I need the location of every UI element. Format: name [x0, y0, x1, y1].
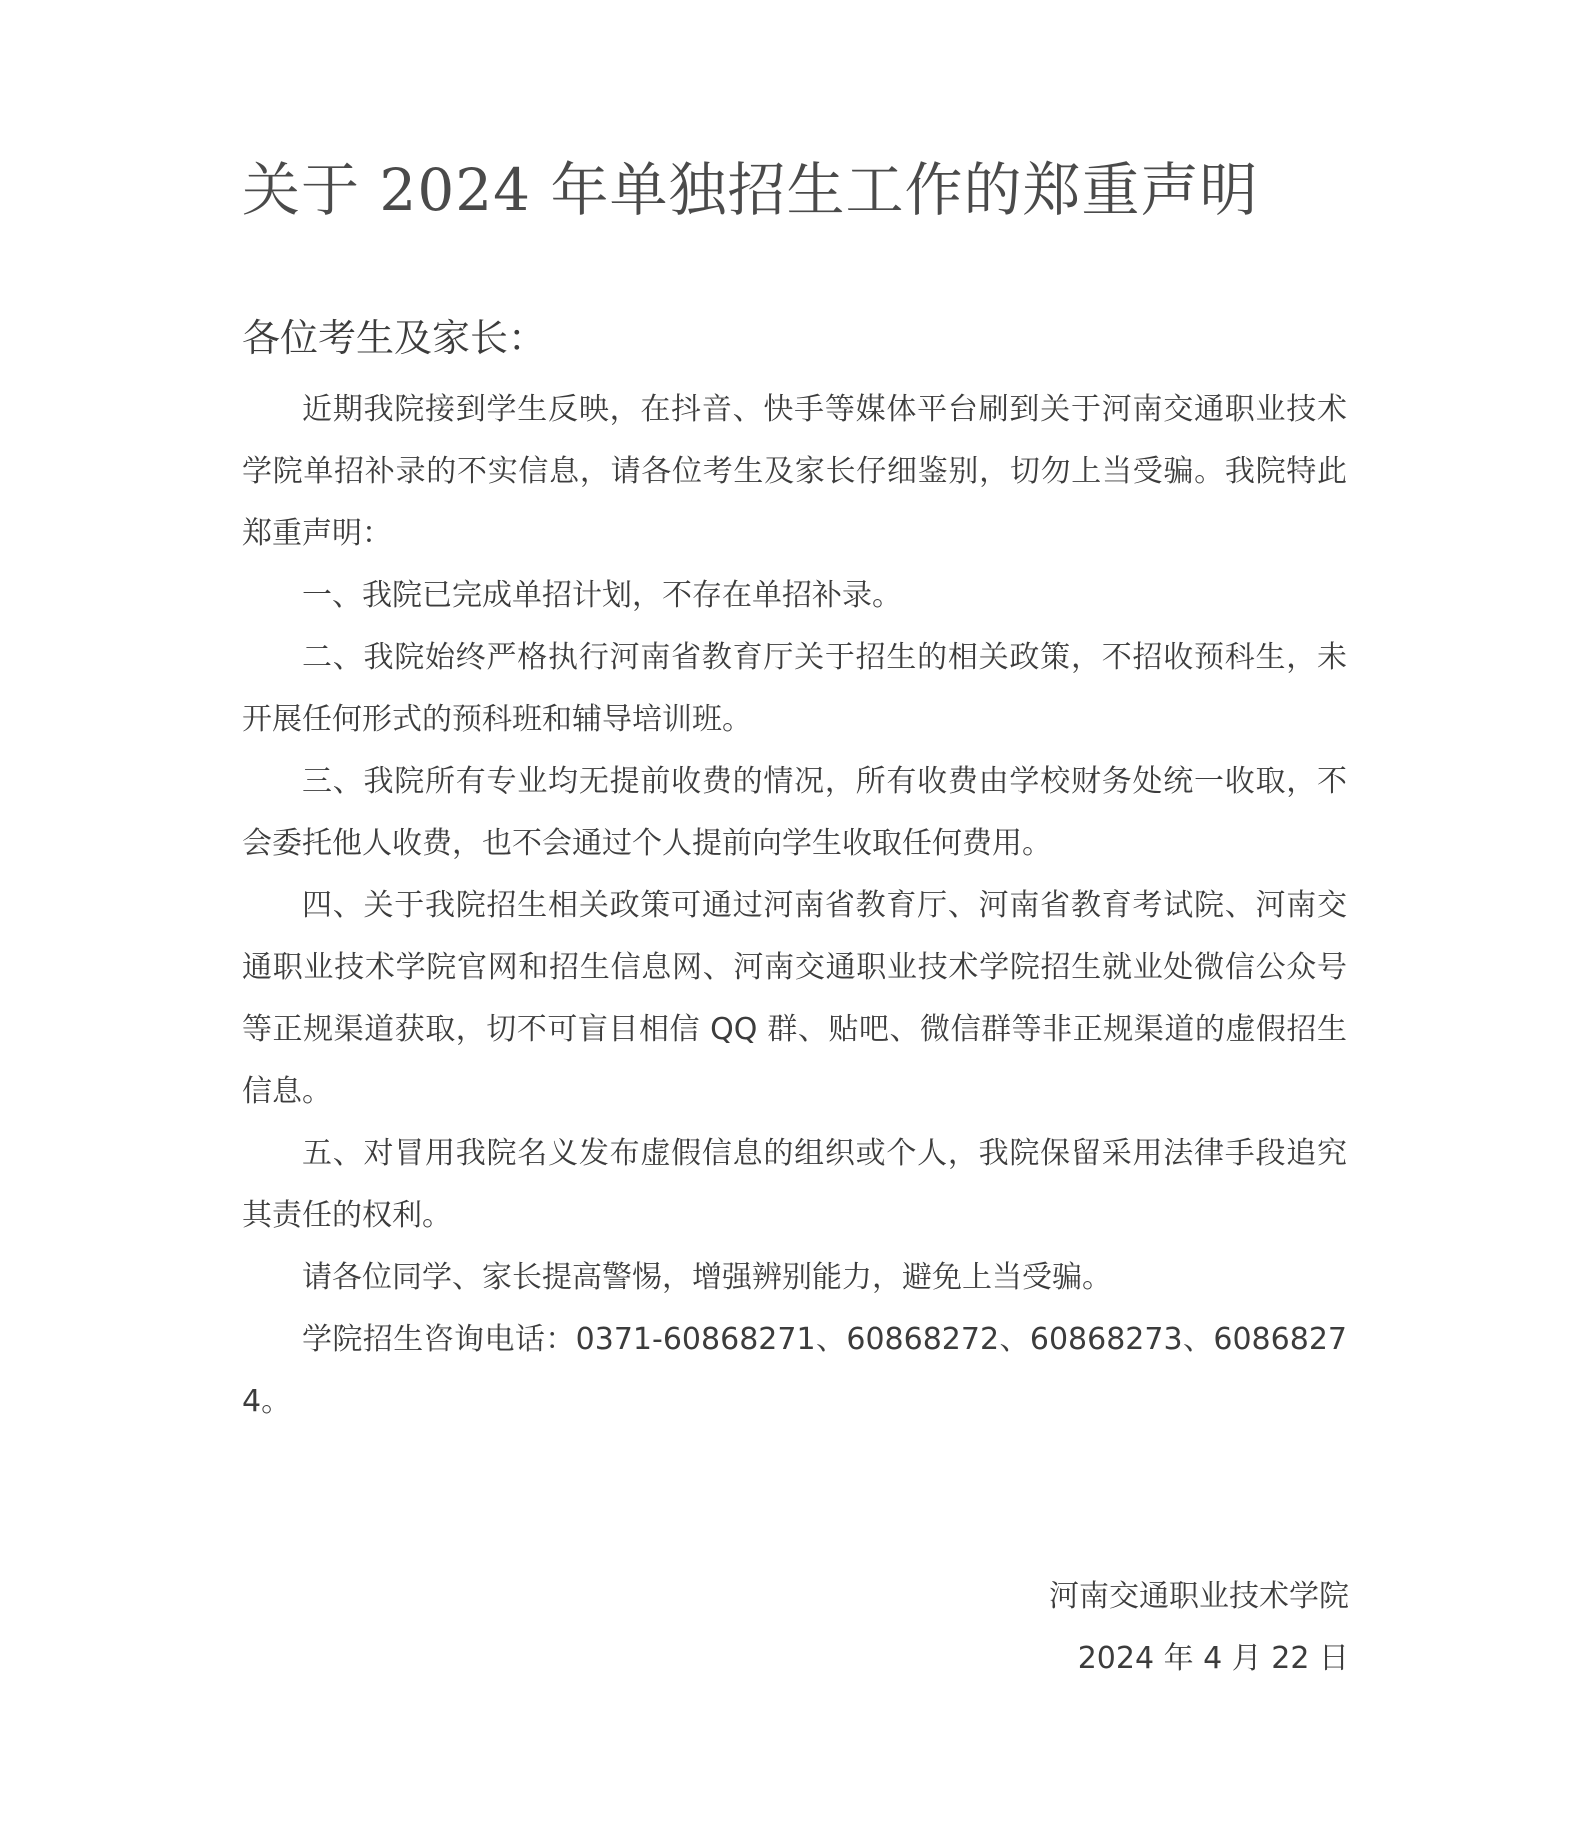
salutation: 各位考生及家长： [242, 316, 547, 360]
paragraph-contact-phone: 学院招生咨询电话：0371-60868271、60868272、60868273、60868274。 [242, 1322, 1347, 1419]
paragraph-item-2: 二、我院始终严格执行河南省教育厅关于招生的相关政策，不招收预科生，未开展任何形式的预科班和辅导培训班。 [242, 640, 1347, 737]
document-title: 关于 2024 年单独招生工作的郑重声明 [242, 156, 1259, 224]
paragraph-item-1: 一、我院已完成单招计划，不存在单招补录。 [302, 578, 902, 613]
signature-block [1049, 1566, 1349, 1690]
paragraph-intro: 近期我院接到学生反映，在抖音、快手等媒体平台刷到关于河南交通职业技术学院单招补录的不实信息，请各位考生及家长仔细鉴别，切勿上当受骗。我院特此郑重声明： [242, 392, 1347, 551]
signature-date: 2024 年 4 月 22 日 [1077, 1641, 1349, 1676]
paragraph-reminder: 请各位同学、家长提高警惕，增强辨别能力，避免上当受骗。 [302, 1260, 1112, 1295]
signature-organization: 河南交通职业技术学院 [1049, 1579, 1349, 1614]
paragraph-item-5: 五、对冒用我院名义发布虚假信息的组织或个人，我院保留采用法律手段追究其责任的权利。 [242, 1136, 1347, 1233]
paragraph-item-4: 四、关于我院招生相关政策可通过河南省教育厅、河南省教育考试院、河南交通职业技术学院官网和招生信息网、河南交通职业技术学院招生就业处微信公众号等正规渠道获取，切不可盲目相信 QQ 群、贴吧、微信群等非正规渠道的虚假招生信息。 [242, 888, 1347, 1109]
document-body [242, 379, 1347, 1433]
paragraph-item-3: 三、我院所有专业均无提前收费的情况，所有收费由学校财务处统一收取，不会委托他人收费，也不会通过个人提前向学生收取任何费用。 [242, 764, 1347, 861]
